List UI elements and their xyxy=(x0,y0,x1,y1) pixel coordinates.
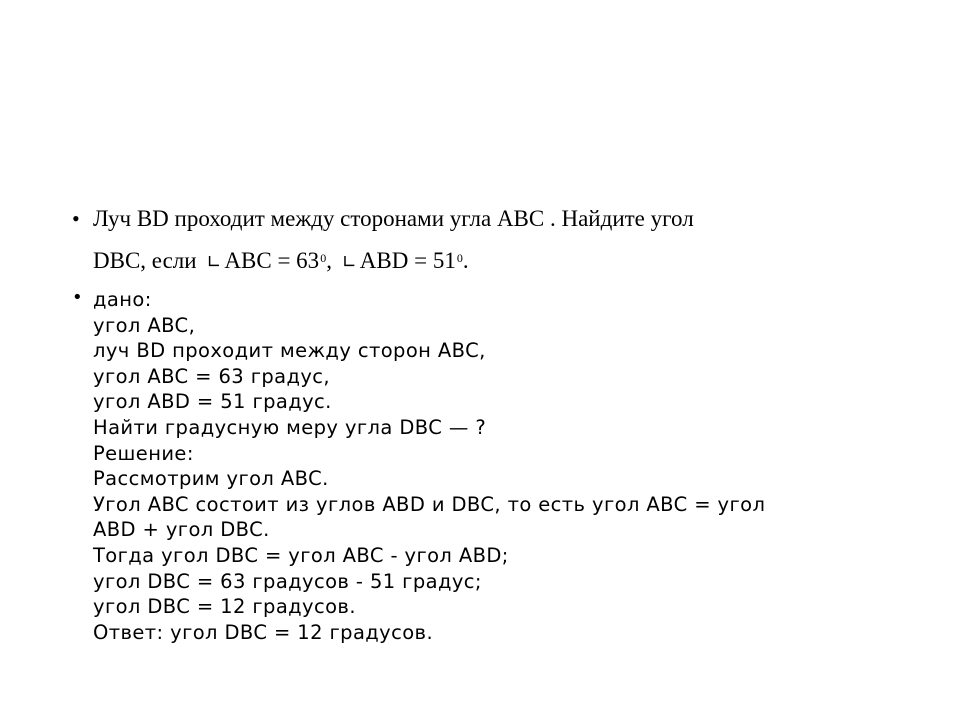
solution-line: луч BD проходит между сторон ABC, xyxy=(93,339,486,363)
degree-mark: 0 xyxy=(320,251,327,265)
solution-line: Найти градусную меру угла DBC — ? xyxy=(93,415,487,439)
solution-line: дано: xyxy=(93,288,152,311)
problem-text-dbc: DBC, если xyxy=(93,248,197,273)
solution-line: Тогда угол DBC = угол ABC - угол ABD; xyxy=(93,543,509,567)
solution-line: Решение: xyxy=(93,441,194,465)
problem-line-1: Луч BD проходит между сторонами угла ABC . Найдите угол xyxy=(93,206,694,231)
problem-text-comma: , xyxy=(326,248,332,273)
problem-text-abd: ABD = 51 xyxy=(359,248,456,273)
problem-text-abc: ABC = 63 xyxy=(224,248,320,273)
solution-line: Рассмотрим угол ABC. xyxy=(93,467,329,491)
solution-line: угол DBC = 12 градусов. xyxy=(93,595,356,619)
solution-line: угол ABD = 51 градус. xyxy=(93,390,332,414)
problem-line-2 xyxy=(93,240,902,285)
angle-icon: ∟ xyxy=(206,252,222,273)
solution-block xyxy=(72,287,902,645)
bullet-icon: • xyxy=(72,287,84,308)
problem-statement xyxy=(72,198,902,285)
problem-text-period: . xyxy=(462,248,469,273)
solution-line: ABD + угол DBC. xyxy=(93,518,270,542)
bullet-icon: • xyxy=(72,206,80,231)
solution-line: угол DBC = 63 градусов - 51 градус; xyxy=(93,569,482,593)
solution-line: Ответ: угол DBC = 12 градусов. xyxy=(93,620,434,644)
degree-mark: 0 xyxy=(456,251,463,265)
solution-line: угол ABC, xyxy=(93,313,196,337)
solution-line: угол ABC = 63 градус, xyxy=(93,364,331,388)
angle-icon: ∟ xyxy=(341,252,357,273)
solution-line: Угол ABC состоит из углов ABD и DBC, то есть угол ABC = угол xyxy=(93,492,766,516)
bullet-list xyxy=(72,198,902,645)
